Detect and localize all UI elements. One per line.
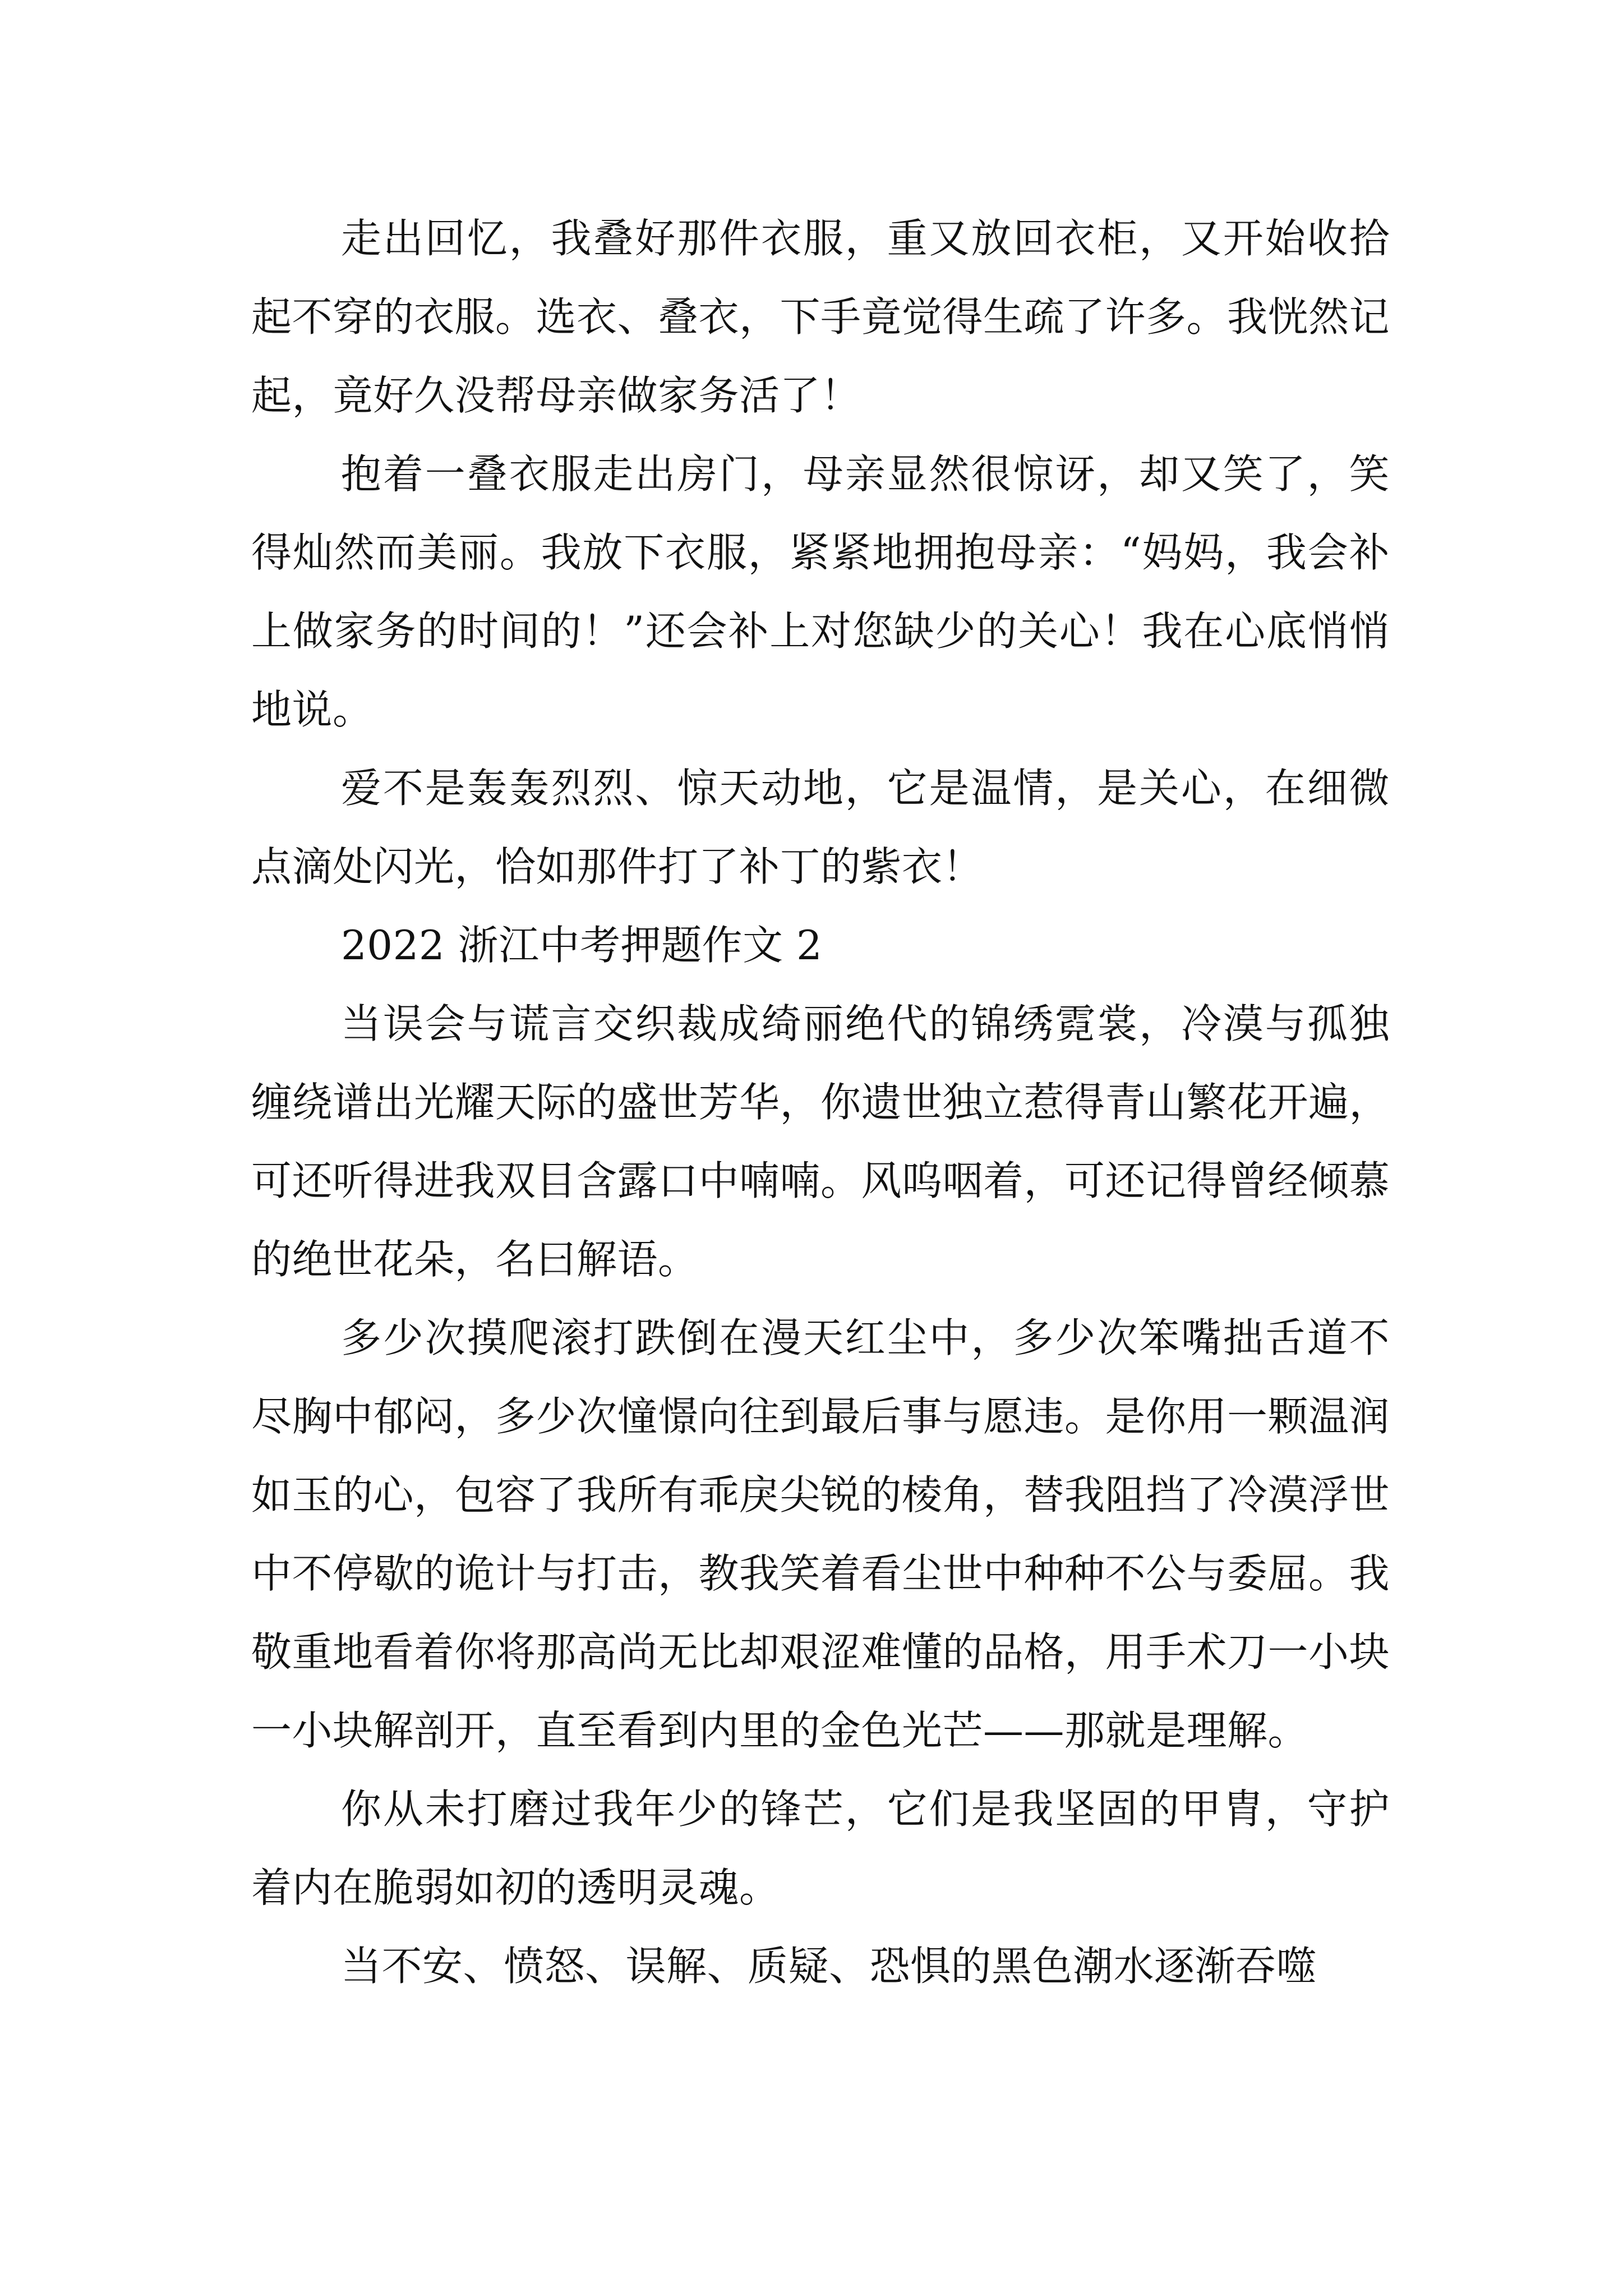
paragraph-7: 当不安、愤怒、误解、质疑、恐惧的黑色潮水逐渐吞噬: [341, 1943, 1317, 1990]
paragraph-4: 当误会与谎言交织裁成绮丽绝代的锦绣霓裳，冷漠与孤独缠绕谱出光耀天际的盛世芳华，你遗世独立惹得青山繁花开遍，可还听得进我双目含露口中喃喃。风呜咽着，可还记得曾经倾慕的绝世花朵，名曰解语。: [251, 1000, 1390, 1283]
paragraph-1: 走出回忆，我叠好那件衣服，重又放回衣柜，又开始收拾起不穿的衣服。选衣、叠衣，下手竟觉得生疏了许多。我恍然记起，竟好久没帮母亲做家务活了！: [251, 215, 1390, 419]
document-body: [251, 199, 1390, 2005]
paragraph-5: 多少次摸爬滚打跌倒在漫天红尘中，多少次笨嘴拙舌道不尽胸中郁闷，多少次憧憬向往到最后事与愿违。是你用一颗温润如玉的心，包容了我所有乖戾尖锐的棱角，替我阻挡了冷漠浮世中不停歇的诡计与打击，教我笑着看尘世中种种不公与委屈。我敬重地看着你将那高尚无比却艰涩难懂的品格，用手术刀一小块一小块解剖开，直至看到内里的金色光芒——那就是理解。: [251, 1314, 1390, 1754]
paragraph-2: 抱着一叠衣服走出房门，母亲显然很惊讶，却又笑了，笑得灿然而美丽。我放下衣服，紧紧地拥抱母亲：“妈妈，我会补上做家务的时间的！”还会补上对您缺少的关心！我在心底悄悄地说。: [251, 450, 1390, 733]
essay-heading: 2022 浙江中考押题作文 2: [341, 922, 823, 969]
paragraph-3: 爱不是轰轰烈烈、惊天动地，它是温情，是关心，在细微点滴处闪光，恰如那件打了补丁的紫衣！: [251, 765, 1390, 890]
paragraph-6: 你从未打磨过我年少的锋芒，它们是我坚固的甲胄，守护着内在脆弱如初的透明灵魂。: [251, 1786, 1390, 1911]
